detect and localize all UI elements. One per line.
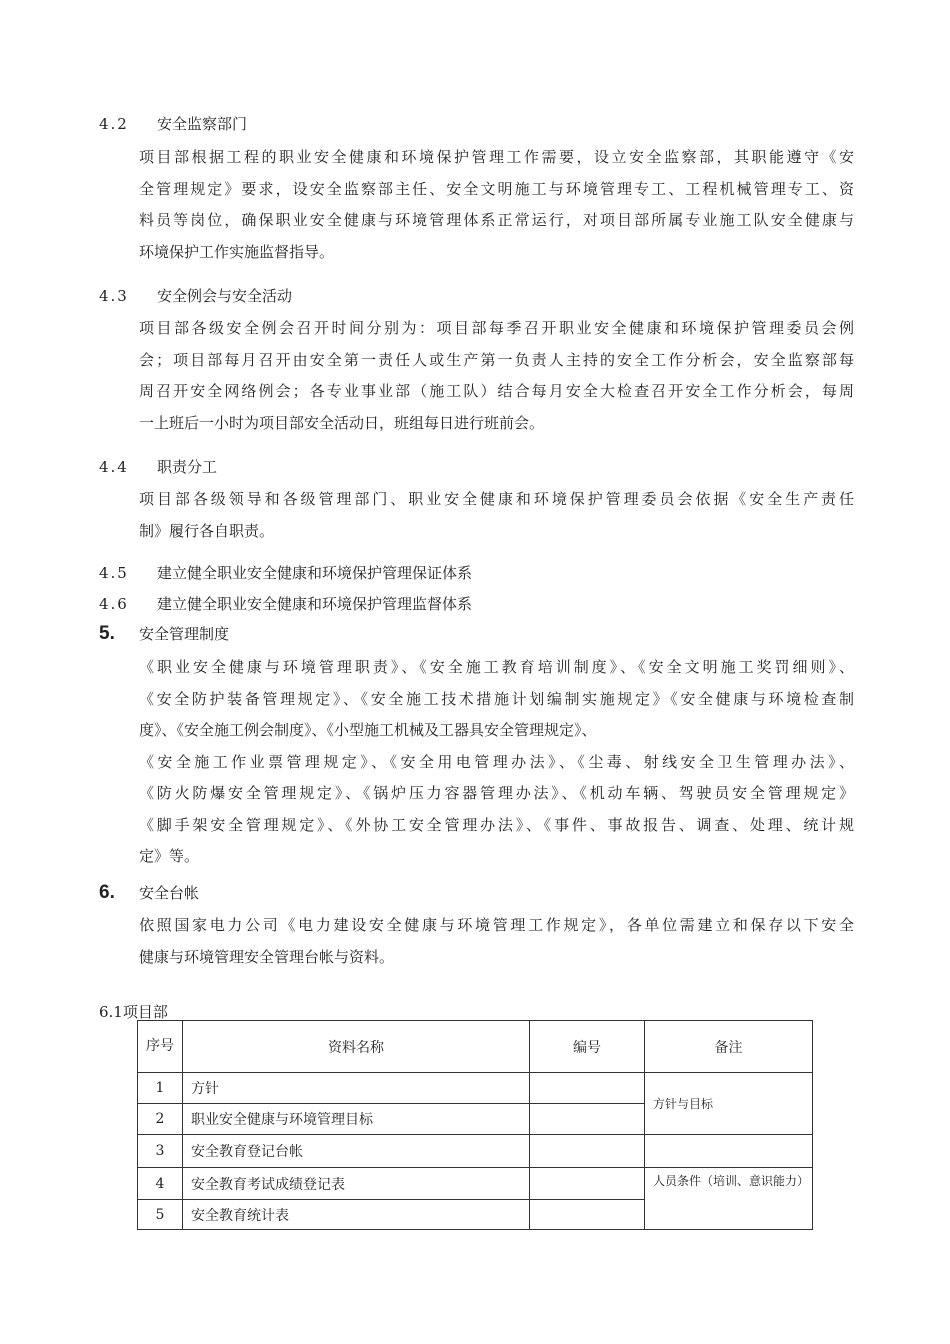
paragraph-line: 制》履行各自职责。 bbox=[139, 521, 275, 540]
header-name: 资料名称 bbox=[183, 1021, 530, 1073]
section-6-heading bbox=[99, 882, 199, 904]
paragraph-line: 《脚手架安全管理规定》、《外协工安全管理办法》、《事件、事故报告、调查、处理、统计规 bbox=[139, 815, 854, 834]
section-number: 6. bbox=[99, 882, 115, 903]
section-4-5-heading bbox=[99, 562, 472, 583]
header-note: 备注 bbox=[645, 1021, 813, 1073]
row-seq: 1 bbox=[138, 1073, 183, 1104]
row-code bbox=[530, 1135, 645, 1168]
table-row bbox=[138, 1135, 813, 1168]
row-seq: 3 bbox=[138, 1135, 183, 1168]
paragraph-line: 《职业安全健康与环境管理职责》、《安全施工教育培训制度》、《安全文明施工奖罚细则》、 bbox=[139, 658, 854, 676]
section-6-body bbox=[139, 910, 854, 973]
section-title: 安全台帐 bbox=[139, 884, 200, 902]
section-title: 职责分工 bbox=[157, 458, 218, 476]
paragraph-line: 项目部根据工程的职业安全健康和环境保护管理工作需要，设立安全监察部，其职能遵守《安 bbox=[139, 148, 854, 166]
paragraph-line: 《安全防护装备管理规定》、《安全施工技术措施计划编制实施规定》《安全健康与环境检查制 bbox=[139, 689, 854, 708]
row-seq: 4 bbox=[138, 1168, 183, 1200]
section-number: 4.2 bbox=[99, 115, 129, 133]
section-4-4-heading bbox=[99, 456, 217, 477]
section-number: 4.5 bbox=[99, 564, 129, 582]
row-code bbox=[530, 1168, 645, 1200]
paragraph-line: 会；项目部每月召开由安全第一责任人或生产第一负责人主持的安全工作分析会，安全监察部每 bbox=[139, 350, 854, 369]
row-code bbox=[530, 1073, 645, 1104]
table-header-row bbox=[138, 1021, 813, 1073]
section-title: 建立健全职业安全健康和环境保护管理保证体系 bbox=[157, 564, 473, 582]
section-4-2-body bbox=[139, 142, 854, 268]
section-number: 4.6 bbox=[99, 595, 129, 613]
section-5-body bbox=[139, 652, 854, 873]
row-code bbox=[530, 1200, 645, 1230]
row-note: 人员条件（培训、意识能力） bbox=[645, 1168, 813, 1230]
section-4-3-body bbox=[139, 313, 854, 439]
paragraph-line: 一上班后一小时为项目部安全活动日，班组每日进行班前会。 bbox=[139, 413, 545, 432]
section-4-2-heading bbox=[99, 113, 247, 134]
section-number: 5. bbox=[99, 623, 115, 644]
table-row bbox=[138, 1168, 813, 1200]
section-5-heading bbox=[99, 623, 229, 645]
row-seq: 2 bbox=[138, 1104, 183, 1135]
section-title: 安全例会与安全活动 bbox=[157, 287, 293, 305]
paragraph-line: 料员等岗位，确保职业安全健康与环境管理体系正常运行，对项目部所属专业施工队安全健康与 bbox=[139, 211, 854, 229]
section-number: 4.3 bbox=[99, 287, 129, 305]
row-note-empty bbox=[645, 1135, 813, 1168]
table-row bbox=[138, 1073, 813, 1104]
row-note: 方针与目标 bbox=[645, 1073, 813, 1135]
paragraph-line: 健康与环境管理安全管理台帐与资料。 bbox=[139, 947, 395, 966]
paragraph-line: 全管理规定》要求，设安全监察部主任、安全文明施工与环境管理专工、工程机械管理专工、资 bbox=[139, 179, 854, 198]
section-4-3-heading bbox=[99, 285, 292, 306]
paragraph-line: 项目部各级领导和各级管理部门、职业安全健康和环境保护管理委员会依据《安全生产责任 bbox=[139, 490, 854, 508]
paragraph-line: 周召开安全网络例会；各专业事业部（施工队）结合每月安全大检查召开安全工作分析会，每周 bbox=[139, 382, 854, 400]
paragraph-line: 度》、《安全施工例会制度》、《小型施工机械及工器具安全管理规定》、 bbox=[139, 721, 597, 739]
row-seq: 5 bbox=[138, 1200, 183, 1230]
header-code: 编号 bbox=[530, 1021, 645, 1073]
section-title: 建立健全职业安全健康和环境保护管理监督体系 bbox=[157, 595, 473, 613]
row-name: 安全教育统计表 bbox=[183, 1200, 530, 1230]
row-name: 安全教育登记台帐 bbox=[183, 1135, 530, 1168]
section-6-1-heading bbox=[99, 1001, 168, 1022]
row-code bbox=[530, 1104, 645, 1135]
paragraph-line: 《安全施工作业票管理规定》、《安全用电管理办法》、《尘毒、射线安全卫生管理办法》、 bbox=[139, 752, 854, 771]
paragraph-line: 定》等。 bbox=[139, 847, 200, 865]
paragraph-line: 环境保护工作实施监督指导。 bbox=[139, 242, 335, 261]
row-name: 职业安全健康与环境管理目标 bbox=[183, 1104, 530, 1135]
section-4-4-body bbox=[139, 484, 854, 547]
section-title: 安全管理制度 bbox=[139, 625, 230, 643]
ledger-table bbox=[137, 1020, 813, 1230]
paragraph-line: 依照国家电力公司《电力建设安全健康与环境管理工作规定》，各单位需建立和保存以下安全 bbox=[139, 916, 854, 934]
paragraph-line: 《防火防爆安全管理规定》、《锅炉压力容器管理办法》、《机动车辆、驾驶员安全管理规定》 bbox=[139, 784, 854, 802]
section-title: 6.1项目部 bbox=[99, 1003, 168, 1021]
section-number: 4.4 bbox=[99, 458, 129, 476]
paragraph-line: 项目部各级安全例会召开时间分别为：项目部每季召开职业安全健康和环境保护管理委员会例 bbox=[139, 319, 854, 337]
row-name: 方针 bbox=[183, 1073, 530, 1104]
header-seq: 序号 bbox=[138, 1021, 183, 1073]
row-name: 安全教育考试成绩登记表 bbox=[183, 1168, 530, 1200]
section-title: 安全监察部门 bbox=[157, 115, 248, 133]
section-4-6-heading bbox=[99, 593, 472, 614]
